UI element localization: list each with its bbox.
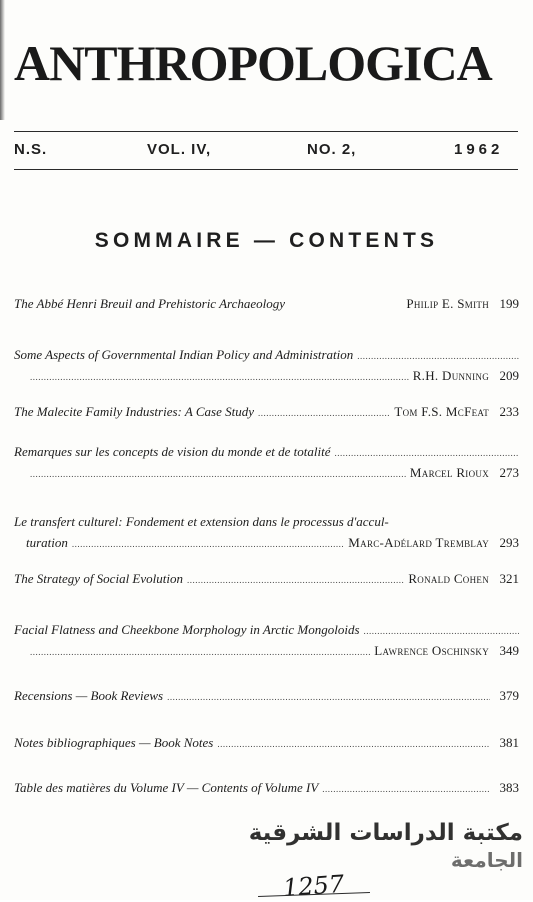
toc-entry-title: The Malecite Family Industries: A Case Study	[14, 404, 254, 419]
toc-entry-page: 383	[499, 780, 519, 795]
toc-entry-page: 321	[499, 571, 519, 586]
issue-number: NO. 2,	[307, 141, 357, 158]
stamp-text	[205, 820, 523, 878]
toc-dot-leader	[72, 536, 344, 552]
toc-entry-line	[14, 296, 519, 312]
toc-entry-author: Marcel Rioux	[409, 465, 489, 480]
toc-entry-title: Facial Flatness and Cheekbone Morphology in Arctic Mongoloids	[14, 622, 360, 637]
toc-entry-title: The Abbé Henri Breuil and Prehistoric Archaeology	[14, 296, 286, 311]
toc-entry-line	[26, 535, 519, 552]
toc-entry-page: 233	[499, 404, 519, 419]
issue-year: 1962	[454, 141, 504, 158]
toc-dot-leader	[30, 644, 370, 660]
toc-entry-line	[14, 622, 519, 639]
toc-dot-leader	[167, 689, 490, 705]
issue-volume: VOL. IV,	[147, 141, 212, 158]
toc-entry-title: turation	[26, 535, 68, 550]
toc-entry-line	[14, 688, 519, 705]
toc-entry-title: Table des matières du Volume IV — Contents of Volume IV	[14, 780, 319, 795]
handwritten-accession-number: 1257	[282, 869, 345, 902]
toc-entry-page: 209	[499, 368, 519, 383]
toc-dot-leader	[258, 405, 390, 421]
toc-dot-leader	[357, 348, 519, 364]
toc-dot-leader	[217, 736, 490, 752]
toc-entry-title: The Strategy of Social Evolution	[14, 571, 183, 586]
toc-entry-title: Notes bibliographiques — Book Notes	[14, 735, 214, 750]
toc-entry-title: Remarques sur les concepts de vision du monde et de totalité	[14, 444, 331, 459]
journal-title: ANTHROPOLOGICA	[14, 35, 492, 91]
stamp-line-2: الجامعة	[450, 848, 523, 872]
toc-dot-leader	[322, 781, 490, 797]
toc-entry-title: Some Aspects of Governmental Indian Policy and Administration	[14, 347, 354, 362]
toc-entry-author: Tom F.S. McFeat	[394, 404, 489, 419]
toc-entry-line	[26, 465, 519, 482]
toc-entry-line	[14, 780, 519, 797]
toc-entry-page: 349	[499, 643, 519, 658]
toc-entry-line	[14, 444, 519, 461]
toc-entry-page: 199	[499, 296, 519, 311]
toc-entry-author: R.H. Dunning	[412, 368, 489, 383]
top-rule	[14, 131, 518, 132]
toc-entry-title: Recensions — Book Reviews	[14, 688, 164, 703]
toc-entry-page: 273	[499, 465, 519, 480]
toc-dot-leader	[364, 623, 519, 639]
toc-entry-line	[14, 735, 519, 752]
toc-entry-line	[14, 404, 519, 421]
toc-dot-leader	[335, 445, 519, 461]
toc-entry-author: Ronald Cohen	[408, 571, 489, 586]
issue-series: N.S.	[14, 141, 48, 158]
toc-entry-author: Philip E. Smith	[406, 296, 489, 311]
toc-entry-line	[14, 347, 519, 364]
toc-entry-line	[14, 571, 519, 588]
toc-entry-page: 379	[499, 688, 519, 703]
contents-heading: SOMMAIRE — CONTENTS	[94, 229, 439, 252]
toc-entry-line	[26, 368, 519, 385]
toc-entry-line	[14, 514, 519, 530]
library-stamp	[205, 820, 523, 878]
toc-dot-leader	[30, 466, 406, 482]
toc-entry-page: 293	[499, 535, 519, 550]
toc-dot-leader	[30, 369, 409, 385]
toc-entry-author: Lawrence Oschinsky	[374, 643, 489, 658]
toc-entry-title: Le transfert culturel: Fondement et extension dans le processus d'accul-	[14, 514, 389, 529]
bottom-rule	[14, 169, 518, 170]
toc-dot-leader	[187, 572, 404, 588]
stamp-line-1: مكتبة الدراسات الشرقية	[248, 820, 523, 846]
toc-entry-author: Marc-Adélard Tremblay	[348, 535, 489, 550]
scan-edge-shadow	[0, 0, 5, 120]
toc-entry-line	[26, 643, 519, 660]
toc-entry-page: 381	[499, 735, 519, 750]
